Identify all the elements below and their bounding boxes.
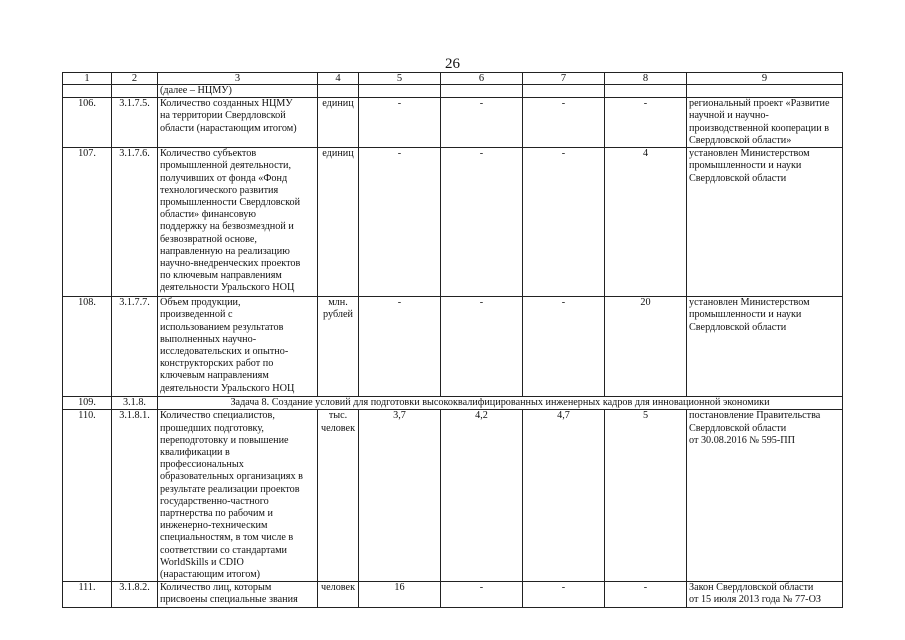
unit: единиц [318, 148, 359, 297]
source: постановление Правительства Свердловской области от 30.08.2016 № 595-ПП [687, 410, 843, 582]
value-col8: - [605, 98, 687, 148]
unit: тыс. человек [318, 410, 359, 582]
indicator-code: 3.1.8.2. [112, 582, 158, 608]
value-col5: - [359, 98, 441, 148]
indicator-code: 3.1.7.7. [112, 297, 158, 397]
indicators-table [62, 72, 843, 608]
table-row [63, 582, 843, 608]
indicator-code: 3.1.8.1. [112, 410, 158, 582]
value-col7: - [523, 297, 605, 397]
indicator-name: Количество созданных НЦМУ на территории Свердловской области (нарастающим итогом) [158, 98, 318, 148]
value-col7: 4,7 [523, 410, 605, 582]
value-col8: 4 [605, 148, 687, 297]
column-header: 3 [158, 73, 318, 85]
column-header: 8 [605, 73, 687, 85]
row-number: 108. [63, 297, 112, 397]
column-header: 6 [441, 73, 523, 85]
value-col7: - [523, 98, 605, 148]
continuation-text: (далее – НЦМУ) [158, 85, 318, 98]
source: установлен Министерством промышленности и науки Свердловской области [687, 148, 843, 297]
task-title: Задача 8. Создание условий для подготовки высококвалифицированных инженерных кадров для инновационной экономики [158, 397, 843, 410]
column-header: 4 [318, 73, 359, 85]
row-number: 109. [63, 397, 112, 410]
column-header: 2 [112, 73, 158, 85]
row-number: 110. [63, 410, 112, 582]
task-row [63, 397, 843, 410]
table-row [63, 297, 843, 397]
value-col5: - [359, 148, 441, 297]
value-col6: - [441, 582, 523, 608]
value-col6: - [441, 98, 523, 148]
task-code: 3.1.8. [112, 397, 158, 410]
column-header: 1 [63, 73, 112, 85]
indicator-code: 3.1.7.5. [112, 98, 158, 148]
value-col5: - [359, 297, 441, 397]
row-number: 111. [63, 582, 112, 608]
value-col8: 5 [605, 410, 687, 582]
indicator-name: Количество специалистов, прошедших подготовку, переподготовку и повышение квалификации в профессиональных образовательных организациях в результате реализации проектов государственно-частного партнерства по рабочим и инженерно-техническим специальностям, в том числе в соответствии со стандартами WorldSkills и CDIO (нарастающим итогом) [158, 410, 318, 582]
source: региональный проект «Развитие научной и научно- производственной кооперации в Свердловской области» [687, 98, 843, 148]
unit: единиц [318, 98, 359, 148]
value-col8: - [605, 582, 687, 608]
continuation-row [63, 85, 843, 98]
value-col6: - [441, 148, 523, 297]
table-row [63, 98, 843, 148]
source: установлен Министерством промышленности и науки Свердловской области [687, 297, 843, 397]
indicator-name: Количество субъектов промышленной деятельности, получивших от фонда «Фонд технологического развития промышленности Свердловской области» финансовую поддержку на безвозмездной и безвозвратной основе, направленную на реализацию научно-внедренческих проектов по ключевым направлениям деятельности Уральского НОЦ [158, 148, 318, 297]
unit: человек [318, 582, 359, 608]
row-number: 106. [63, 98, 112, 148]
unit: млн. рублей [318, 297, 359, 397]
source: Закон Свердловской области от 15 июля 2013 года № 77-ОЗ [687, 582, 843, 608]
value-col6: 4,2 [441, 410, 523, 582]
table-row [63, 410, 843, 582]
indicator-code: 3.1.7.6. [112, 148, 158, 297]
column-header: 5 [359, 73, 441, 85]
row-number: 107. [63, 148, 112, 297]
indicator-name: Количество лиц, которым присвоены специальные звания [158, 582, 318, 608]
page-number: 26 [445, 56, 460, 72]
value-col5: 16 [359, 582, 441, 608]
value-col8: 20 [605, 297, 687, 397]
column-header: 9 [687, 73, 843, 85]
value-col6: - [441, 297, 523, 397]
table-row [63, 148, 843, 297]
column-number-row [63, 73, 843, 85]
value-col7: - [523, 148, 605, 297]
value-col5: 3,7 [359, 410, 441, 582]
value-col7: - [523, 582, 605, 608]
indicator-name: Объем продукции, произведенной с использованием результатов выполненных научно- исследовательских и опытно- конструкторских работ по ключевым направлениям деятельности Уральского НОЦ [158, 297, 318, 397]
column-header: 7 [523, 73, 605, 85]
